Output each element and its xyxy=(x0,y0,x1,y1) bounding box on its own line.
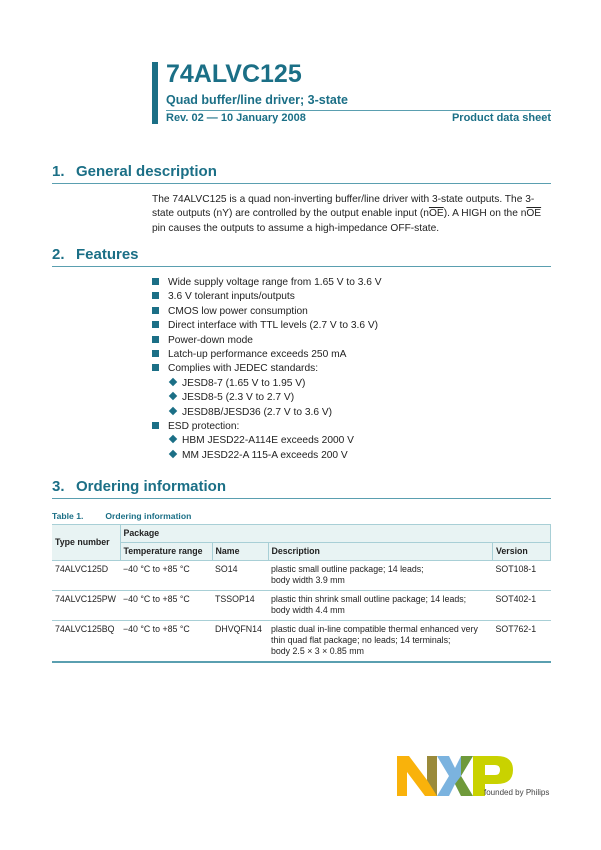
section-number: 1. xyxy=(52,163,65,180)
column-header: Description xyxy=(268,543,493,561)
section-heading-general xyxy=(52,163,551,184)
table-row: 74ALVC125BQ −40 °C to +85 °C DHVQFN14 plastic dual in-line compatible thermal enhanced very thin quad flat package; no leads; 14 terminals; body 2.5 × 3 × 0.85 mm SOT762-1 xyxy=(52,621,551,663)
list-item: CMOS low power consumption xyxy=(152,305,382,319)
features-list xyxy=(152,276,382,463)
list-subitem: JESD8B/JESD36 (2.7 V to 3.6 V) xyxy=(152,406,382,420)
list-item: 3.6 V tolerant inputs/outputs xyxy=(152,290,382,304)
section-heading-features xyxy=(52,246,551,267)
section-title: Features xyxy=(76,246,139,263)
list-item: Latch-up performance exceeds 250 mA xyxy=(152,348,382,362)
section-title: Ordering information xyxy=(76,478,226,495)
revision-date: Rev. 02 — 10 January 2008 xyxy=(166,112,306,124)
list-subitem: HBM JESD22-A114E exceeds 2000 V xyxy=(152,434,382,448)
general-description-text: The 74ALVC125 is a quad non-inverting buffer/line driver with 3-state outputs. The 3-state outputs (nY) are controlled by the output enable input $(n\overline{OE})$. A HIGH on the $n\overline{OE}$ pin causes the outputs to assume a high-impedance OFF-state. xyxy=(152,194,542,234)
section-number: 2. xyxy=(52,246,65,263)
column-header: Temperature range xyxy=(120,543,212,561)
section-heading-ordering xyxy=(52,478,551,499)
list-subitem: MM JESD22-A 115-A exceeds 200 V xyxy=(152,449,382,463)
list-item: Power-down mode xyxy=(152,334,382,348)
document-subtitle: Quad buffer/line driver; 3-state xyxy=(166,93,348,107)
section-title: General description xyxy=(76,163,217,180)
document-type: Product data sheet xyxy=(451,112,551,124)
table-row: 74ALVC125PW −40 °C to +85 °C TSSOP14 plastic thin shrink small outline package; 14 leads; body width 4.4 mm SOT402-1 xyxy=(52,591,551,621)
section-number: 3. xyxy=(52,478,65,495)
header-accent-bar xyxy=(152,62,158,124)
column-header: Name xyxy=(212,543,268,561)
table-row: 74ALVC125D −40 °C to +85 °C SO14 plastic small outline package; 14 leads; body width 3.9 mm SOT108-1 xyxy=(52,561,551,591)
column-header: Version xyxy=(493,543,551,561)
list-item: Direct interface with TTL levels (2.7 V to 3.6 V) xyxy=(152,319,382,333)
logo-tagline: founded by Philips xyxy=(484,788,550,797)
list-item: Wide supply voltage range from 1.65 V to 3.6 V xyxy=(152,276,382,290)
table-caption: Table 1. Ordering information xyxy=(52,511,192,521)
header-divider xyxy=(166,110,551,111)
ordering-table xyxy=(52,524,551,663)
column-header: Type number xyxy=(52,525,120,561)
list-item: ESD protection: xyxy=(152,420,382,434)
list-subitem: JESD8-7 (1.65 V to 1.95 V) xyxy=(152,377,382,391)
column-header: Package xyxy=(120,525,551,543)
document-title: 74ALVC125 xyxy=(166,60,302,88)
list-subitem: JESD8-5 (2.3 V to 2.7 V) xyxy=(152,391,382,405)
list-item: Complies with JEDEC standards: xyxy=(152,362,382,376)
